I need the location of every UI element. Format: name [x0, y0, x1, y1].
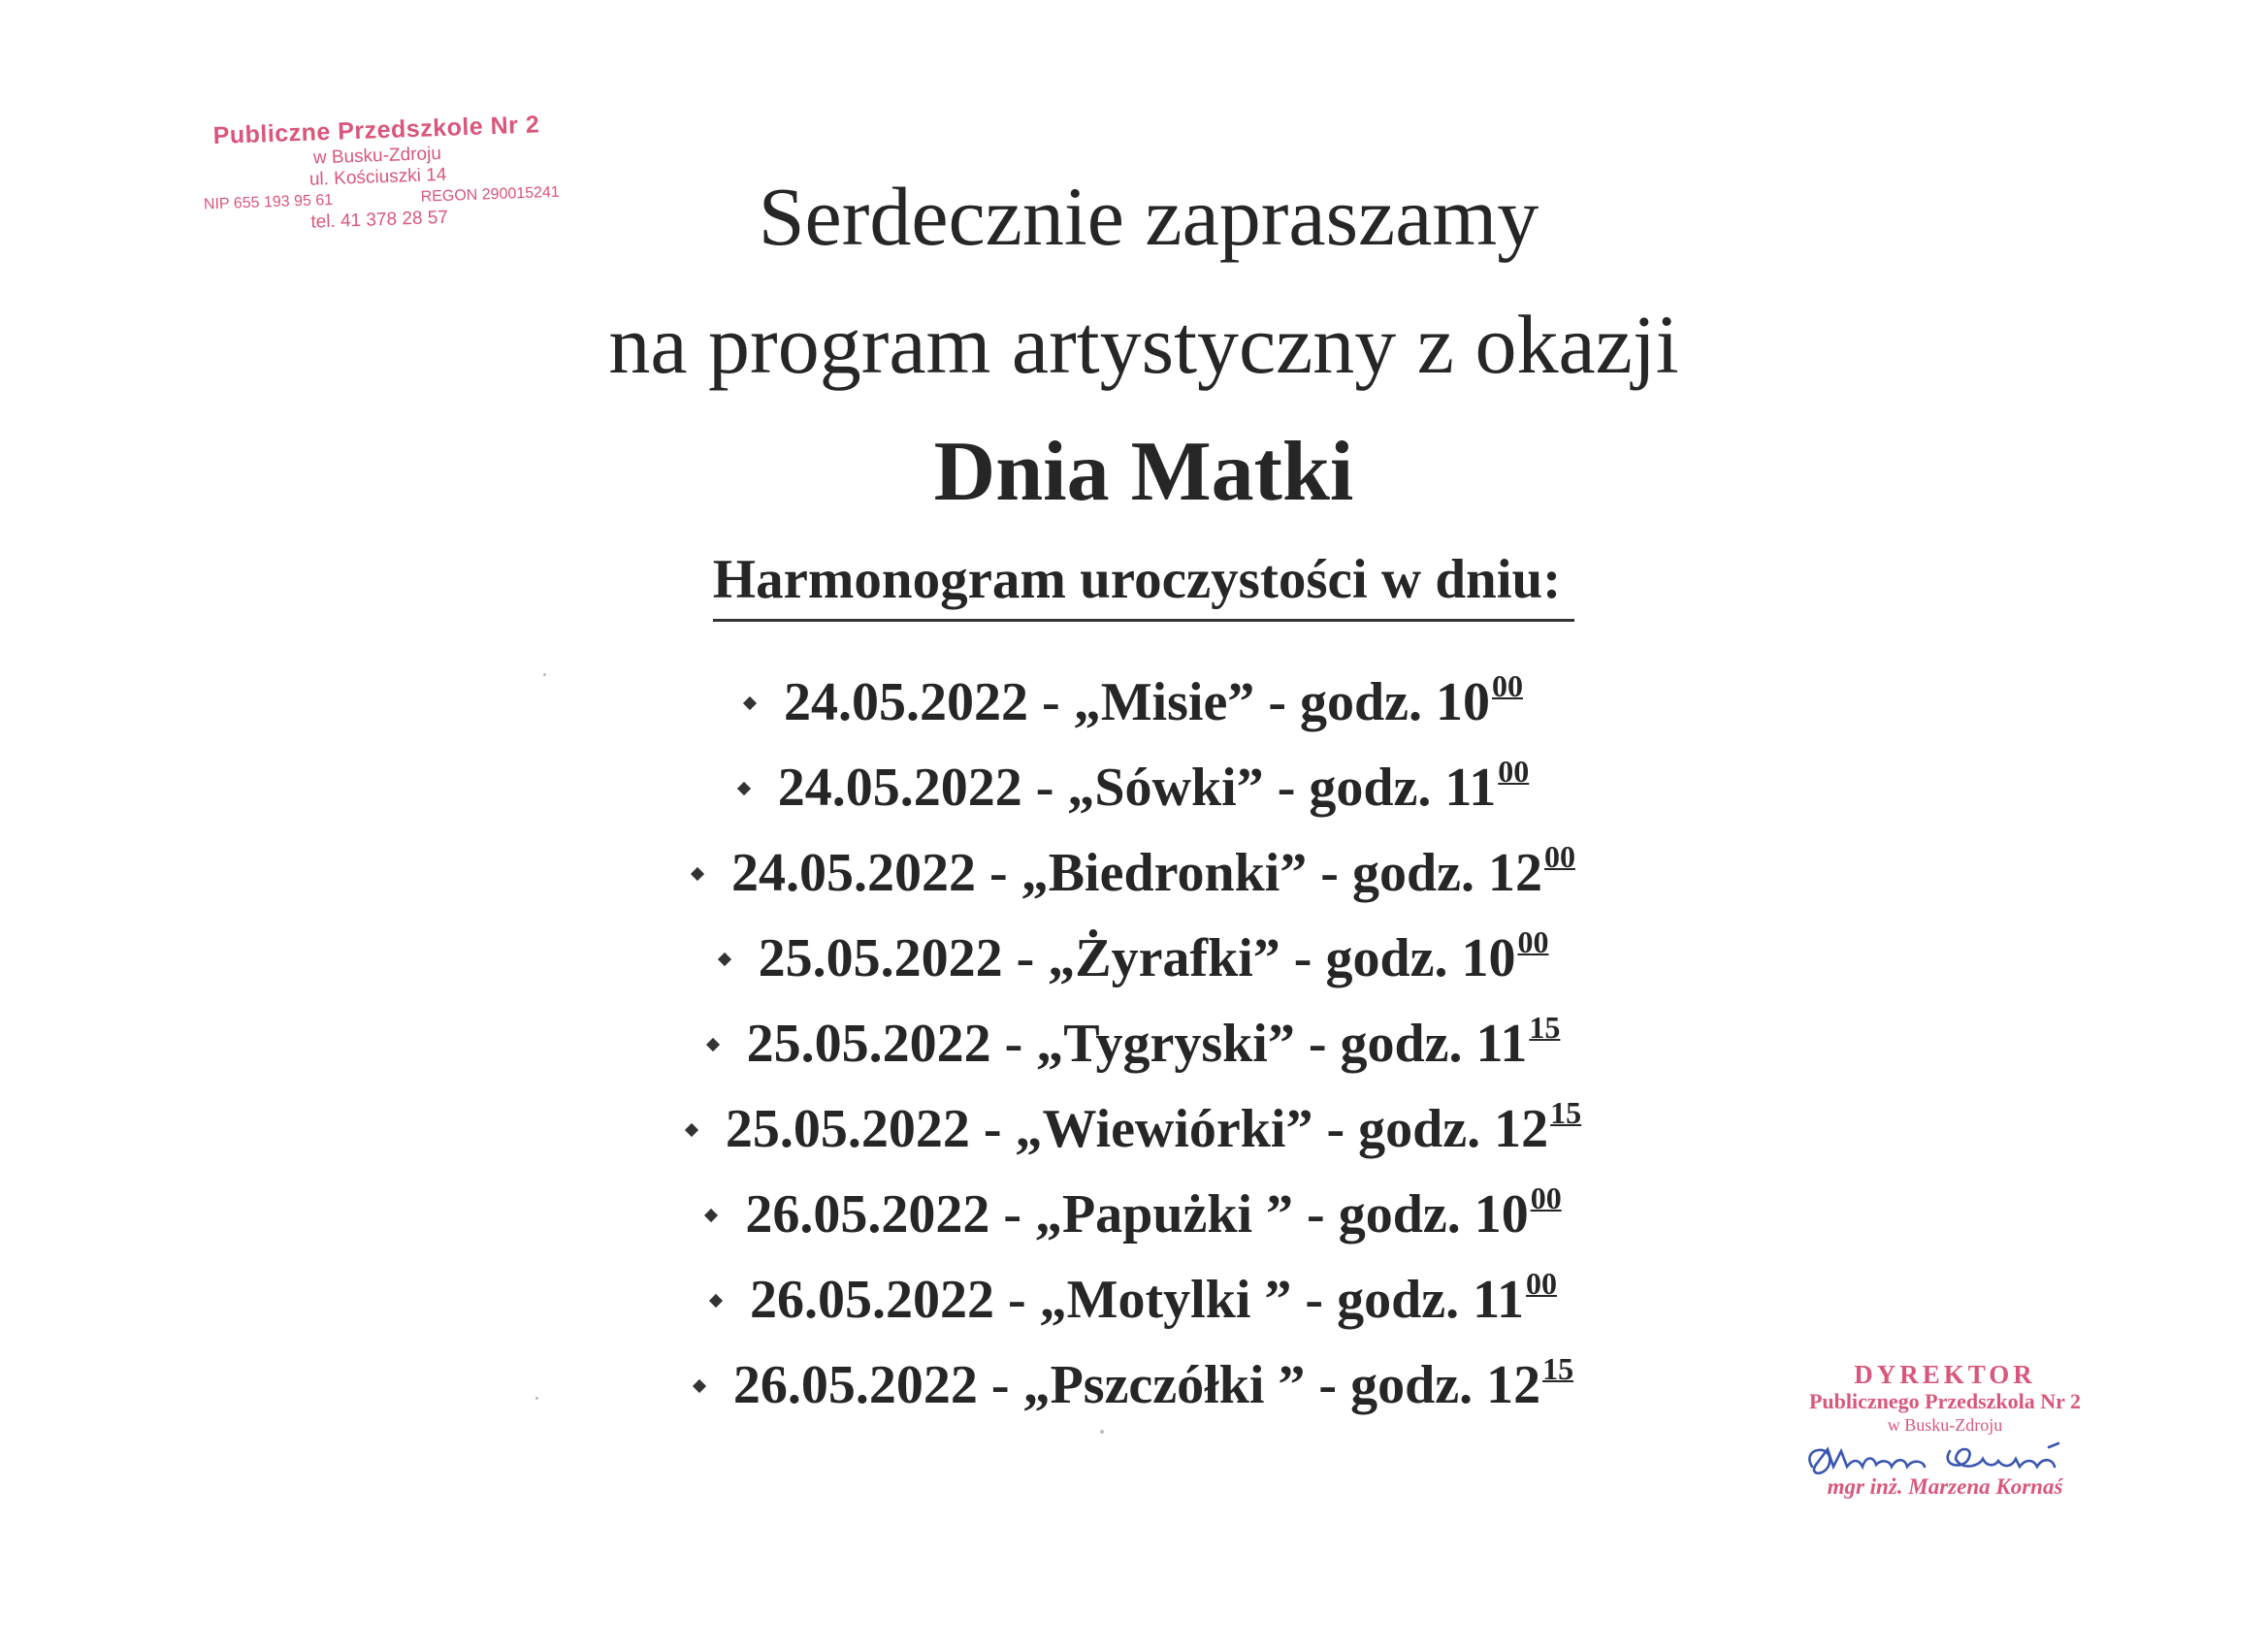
schedule-group: „Biedronki”: [1021, 843, 1308, 903]
schedule-item: 25.05.2022 - „Wiewiórki” - godz. $12^{15}$: [0, 1086, 2268, 1172]
schedule-group: „Wiewiórki”: [1015, 1099, 1313, 1159]
schedule-title-text: Harmonogram uroczystości w dniu:: [713, 543, 1574, 622]
bullet-icon: [706, 1038, 720, 1051]
stamp-school-name: Publiczne Przedszkole Nr 2: [212, 111, 540, 150]
schedule-minutes: 00: [1543, 839, 1575, 874]
director-institution: Publicznego Przedszkola Nr 2: [1808, 1389, 2082, 1413]
schedule-item: 26.05.2022 - „Pszczółki ” - godz. $12^{15}$: [0, 1342, 2268, 1428]
schedule-minutes: 00: [1530, 1180, 1562, 1215]
schedule-time: godz. 11: [1337, 1270, 1524, 1330]
stamp-phone: tel. 41 378 28 57: [310, 207, 449, 233]
invitation-line-2: na program artystyczny z okazji: [608, 298, 1679, 391]
schedule-minutes: 15: [1529, 1010, 1561, 1045]
stamp-nip: NIP 655 193 95 61: [203, 191, 334, 213]
schedule-group: „Sówki”: [1067, 758, 1264, 818]
schedule-date: 25.05.2022: [758, 928, 1003, 988]
schedule-time: godz. 11: [1309, 758, 1497, 818]
schedule-minutes: 00: [1491, 668, 1523, 703]
director-town: w Busku-Zdroju: [1887, 1415, 2003, 1435]
schedule-item: 24.05.2022 - „Misie” - godz. $10^{00}$: [0, 660, 2268, 745]
schedule-date: 26.05.2022: [750, 1270, 994, 1330]
bullet-icon: [704, 1209, 718, 1222]
schedule-group: „Pszczółki ”: [1022, 1355, 1306, 1415]
schedule-date: 25.05.2022: [725, 1099, 970, 1159]
schedule-minutes: 15: [1550, 1095, 1582, 1130]
schedule-time: godz. 10: [1338, 1184, 1529, 1245]
schedule-time: godz. 12: [1350, 1355, 1541, 1415]
occasion-title: Dnia Matki: [933, 425, 1354, 519]
schedule-date: 24.05.2022: [777, 758, 1022, 818]
schedule-time: godz. 11: [1340, 1014, 1528, 1074]
bullet-icon: [709, 1294, 723, 1308]
schedule-group: „Żyrafki”: [1048, 928, 1280, 988]
schedule-minutes: 00: [1498, 754, 1530, 789]
schedule-list: [0, 660, 2268, 1428]
stamp-street: ul. Kościuszki 14: [308, 164, 447, 190]
schedule-date: 24.05.2022: [784, 672, 1029, 732]
schedule-item: 24.05.2022 - „Sówki” - godz. $11^{00}$: [0, 745, 2268, 830]
schedule-item: 25.05.2022 - „Żyrafki” - godz. $10^{00}$: [0, 916, 2268, 1001]
schedule-group: „Tygryski”: [1036, 1014, 1295, 1074]
schedule-item: 24.05.2022 - „Biedronki” - godz. $12^{00}$: [0, 830, 2268, 916]
bullet-icon: [691, 867, 704, 881]
schedule-title: [0, 543, 2268, 622]
schedule-minutes: 00: [1526, 1266, 1557, 1301]
bullet-icon: [743, 696, 757, 710]
scan-speck: [1100, 1430, 1104, 1434]
schedule-date: 24.05.2022: [731, 843, 977, 903]
director-name: mgr inż. Marzena Kornaś: [1827, 1474, 2063, 1499]
bullet-icon: [737, 782, 751, 795]
schedule-time: godz. 10: [1325, 928, 1516, 988]
scan-speck: [543, 673, 546, 676]
schedule-date: 26.05.2022: [732, 1355, 978, 1415]
schedule-date: 25.05.2022: [746, 1014, 991, 1074]
director-stamp: [1770, 1360, 2120, 1500]
schedule-date: 26.05.2022: [745, 1184, 990, 1245]
stamp-regon: REGON 290015241: [420, 183, 561, 206]
schedule-group: „Papużki ”: [1034, 1184, 1294, 1245]
scan-speck: [535, 1397, 538, 1400]
director-title: DYREKTOR: [1854, 1360, 2036, 1389]
schedule-group: „Misie”: [1073, 672, 1255, 732]
bullet-icon: [717, 953, 730, 966]
schedule-minutes: 15: [1542, 1351, 1574, 1386]
schedule-time: godz. 12: [1358, 1099, 1549, 1159]
schedule-item: 26.05.2022 - „Papużki ” - godz. $10^{00}$: [0, 1172, 2268, 1257]
schedule-minutes: 00: [1517, 924, 1549, 959]
schedule-time: godz. 10: [1299, 672, 1490, 732]
stamp-town: w Busku-Zdroju: [312, 143, 442, 169]
bullet-icon: [693, 1379, 706, 1393]
bullet-icon: [685, 1123, 698, 1137]
schedule-item: 26.05.2022 - „Motylki ” - godz. $11^{00}$: [0, 1257, 2268, 1342]
schedule-group: „Motylki ”: [1039, 1270, 1292, 1330]
schedule-item: 25.05.2022 - „Tygryski” - godz. $11^{15}$: [0, 1001, 2268, 1086]
schedule-time: godz. 12: [1351, 843, 1542, 903]
invitation-line-1: Serdecznie zapraszamy: [758, 170, 1539, 263]
